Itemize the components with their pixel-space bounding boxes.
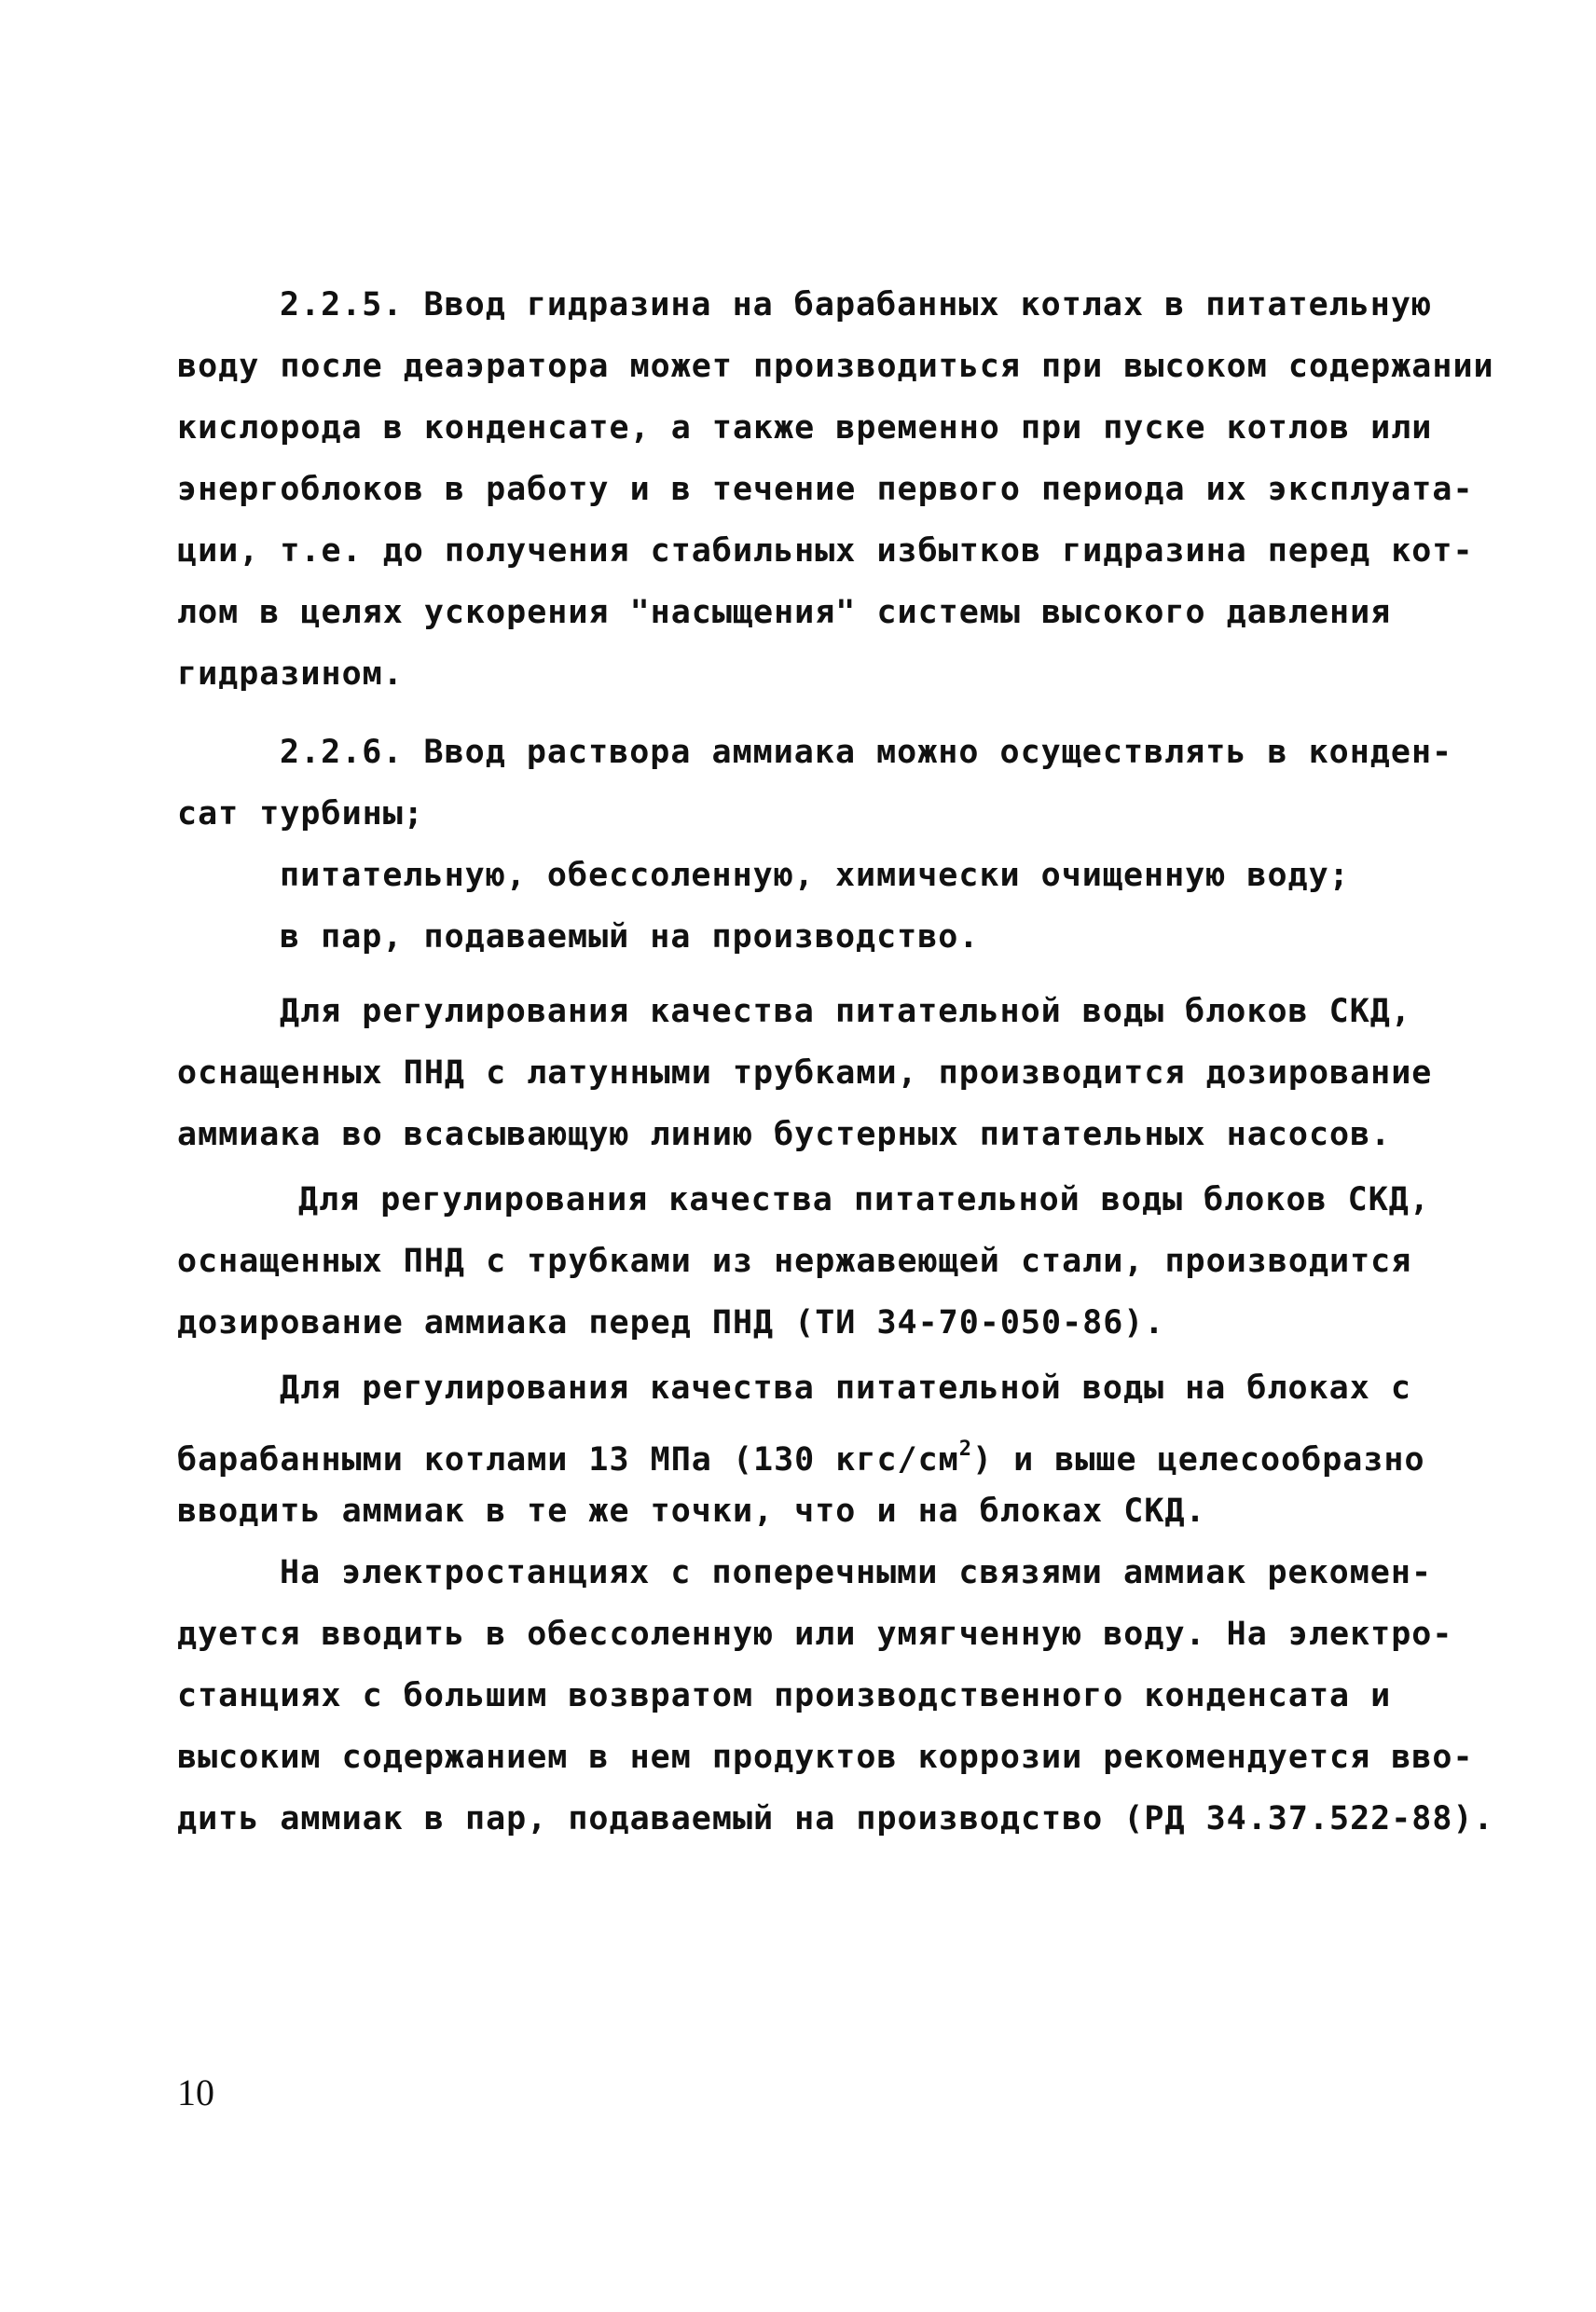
text-line: Для регулирования качества питательной воды блоков СКД, <box>280 993 1411 1030</box>
text-line <box>177 1431 1425 1479</box>
text-fragment: ) и выше целесообразно <box>971 1441 1425 1479</box>
text-line: дуется вводить в обессоленную или умягченную воду. На электро- <box>177 1616 1453 1653</box>
page-number: 10 <box>177 2071 214 2113</box>
text-line: станциях с большим возвратом производственного конденсата и <box>177 1677 1392 1714</box>
text-fragment: барабанными котлами 13 МПа (130 кгс/см <box>177 1441 959 1479</box>
text-line: дить аммиак в пар, подаваемый на производство (РД 34.37.522-88). <box>177 1800 1494 1837</box>
text-line: На электростанциях с поперечными связями аммиак рекомен- <box>280 1554 1433 1591</box>
text-line: 2.2.6. Ввод раствора аммиака можно осуществлять в конден- <box>280 734 1453 771</box>
text-line: воду после деаэратора может производиться при высоком содержании <box>177 348 1494 385</box>
text-line: оснащенных ПНД с латунными трубками, производится дозирование <box>177 1054 1433 1092</box>
text-line: аммиака во всасывающую линию бустерных питательных насосов. <box>177 1116 1392 1153</box>
text-line: дозирование аммиака перед ПНД (ТИ 34-70-050-86). <box>177 1304 1165 1342</box>
text-line: Для регулирования качества питательной воды на блоках с <box>280 1369 1411 1407</box>
text-line: энергоблоков в работу и в течение первого периода их эксплуата- <box>177 471 1474 508</box>
text-line: 2.2.5. Ввод гидразина на барабанных котлах в питательную <box>280 286 1433 323</box>
text-line: Для регулирования качества питательной воды блоков СКД, <box>298 1181 1430 1218</box>
text-line: сат турбины; <box>177 795 424 833</box>
text-line: питательную, обессоленную, химически очищенную воду; <box>280 857 1350 894</box>
text-line: кислорода в конденсате, а также временно при пуске котлов или <box>177 409 1433 447</box>
text-line: вводить аммиак в те же точки, что и на блоках СКД. <box>177 1493 1206 1530</box>
text-line: в пар, подаваемый на производство. <box>280 918 980 956</box>
text-line: высоким содержанием в нем продуктов коррозии рекомендуется вво- <box>177 1739 1474 1776</box>
text-line: оснащенных ПНД с трубками из нержавеющей стали, производится <box>177 1243 1412 1280</box>
text-line: гидразином. <box>177 655 404 693</box>
superscript: 2 <box>958 1438 972 1461</box>
text-line: ции, т.е. до получения стабильных избытков гидразина перед кот- <box>177 532 1474 570</box>
text-line: лом в целях ускорения "насыщения" системы высокого давления <box>177 594 1392 631</box>
